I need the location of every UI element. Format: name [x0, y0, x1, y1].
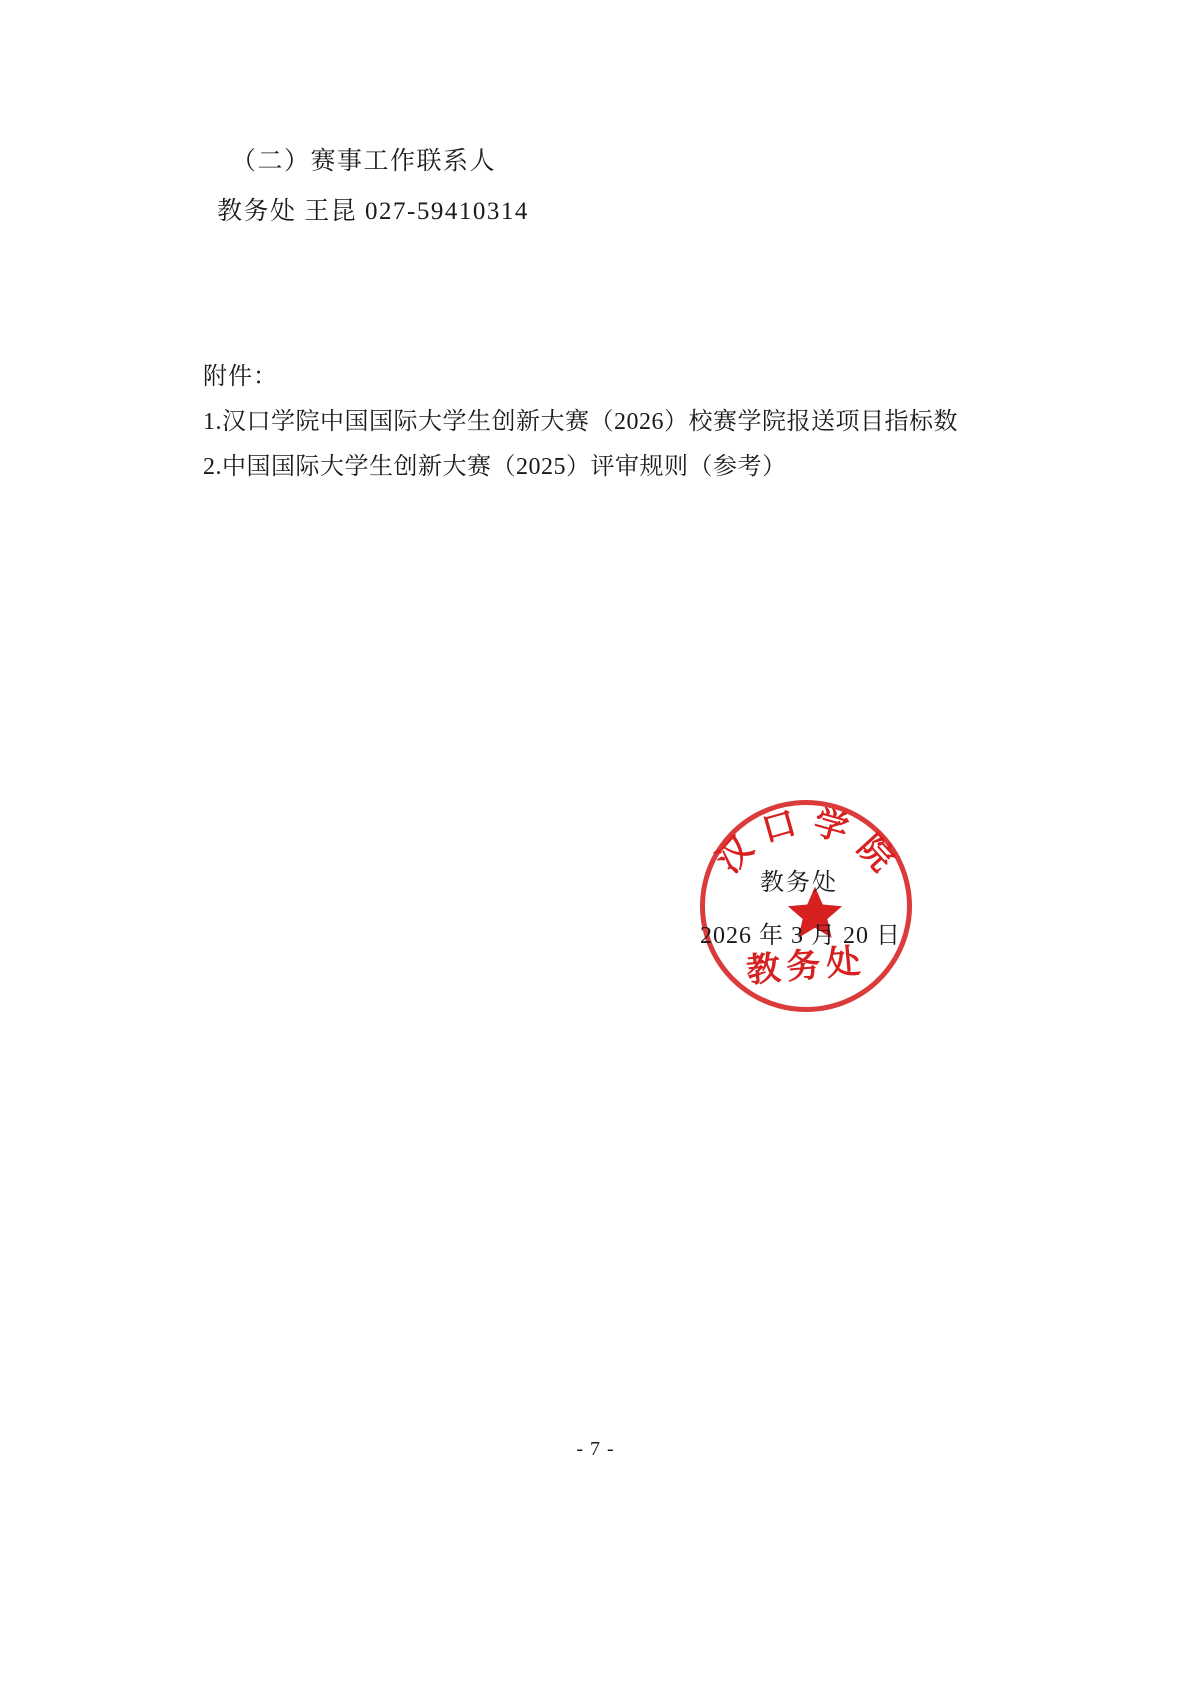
seal-arc-label: 汉 口 学 院 — [710, 804, 902, 881]
document-body — [203, 140, 1003, 491]
attachment-item-1: 1.汉口学院中国国际大学生创新大赛（2026）校赛学院报送项目指标数 — [203, 408, 958, 435]
contact-line: 教务处 王昆 027-59410314 — [217, 197, 529, 225]
page-number: - 7 - — [576, 1438, 615, 1460]
attachment-item-2: 2.中国国际大学生创新大赛（2025）评审规则（参考） — [203, 453, 787, 480]
attachments-label: 附件： — [203, 363, 278, 390]
vertical-spacer — [203, 240, 1003, 356]
seal-bottom-label: 教务处 — [744, 942, 868, 991]
signature-department: 教务处 — [760, 870, 838, 896]
signature-date: 2026 年 3 月 20 日 — [700, 923, 901, 949]
section-heading: （二）赛事工作联系人 — [231, 148, 497, 175]
